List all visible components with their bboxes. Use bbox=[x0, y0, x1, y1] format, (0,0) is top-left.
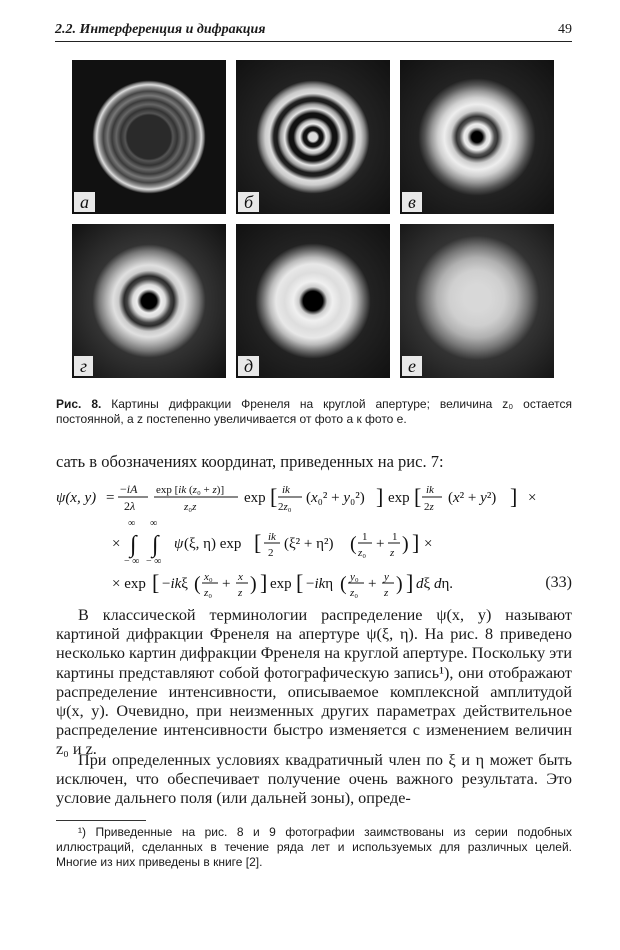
svg-text:y₀: y₀ bbox=[350, 571, 359, 583]
svg-text:(x² + y²): (x² + y²) bbox=[448, 490, 497, 506]
svg-text:1: 1 bbox=[392, 531, 398, 543]
svg-text:z₀: z₀ bbox=[350, 587, 359, 599]
caption-text: Картины дифракции Френеля на круглой апертуре; величина z₀ остается постоянной, а z постепенно увеличивается от фото а к фото е. bbox=[56, 397, 572, 426]
running-header bbox=[55, 22, 572, 42]
svg-text:2z: 2z bbox=[424, 501, 434, 513]
svg-text:(x₀² + y₀²): (x₀² + y₀²) bbox=[306, 490, 365, 506]
svg-text:(: ( bbox=[340, 573, 347, 595]
svg-text:[: [ bbox=[254, 530, 262, 555]
svg-text:x₀: x₀ bbox=[204, 571, 213, 583]
panel-label: в bbox=[402, 192, 422, 212]
svg-text:− ∞: − ∞ bbox=[124, 556, 140, 567]
svg-text:z: z bbox=[390, 547, 395, 559]
svg-text:ψ(x, y): ψ(x, y) bbox=[56, 490, 97, 506]
photo-b bbox=[236, 60, 390, 214]
svg-text:− ∞: − ∞ bbox=[146, 556, 162, 567]
svg-text:y: y bbox=[384, 571, 389, 583]
svg-text:]: ] bbox=[412, 530, 420, 555]
svg-text:+: + bbox=[368, 576, 377, 592]
svg-text:∫: ∫ bbox=[130, 532, 137, 558]
paragraph-2: При определенных условиях квадратичный член по ξ и η может быть исключен, что обеспечивает получение очень важного результата. Это условие дальнего поля (или дальней зоны), опреде- bbox=[56, 751, 572, 808]
svg-text:exp: exp bbox=[270, 576, 292, 592]
svg-text:−ikξ: −ikξ bbox=[162, 576, 188, 592]
panel-label: а bbox=[74, 192, 95, 212]
svg-text:[: [ bbox=[414, 484, 422, 509]
svg-text:=: = bbox=[106, 490, 115, 506]
svg-text:ik: ik bbox=[282, 484, 290, 496]
svg-text:z₀z: z₀z bbox=[184, 501, 197, 513]
svg-text:∞: ∞ bbox=[128, 518, 136, 529]
svg-text:(: ( bbox=[350, 533, 357, 555]
equation-33 bbox=[56, 470, 572, 600]
photo-d bbox=[72, 224, 226, 378]
svg-text:]: ] bbox=[510, 484, 518, 509]
svg-text:ψ: ψ bbox=[174, 536, 184, 552]
section-title: 2.2. Интерференция и дифракция bbox=[55, 22, 266, 37]
svg-text:×: × bbox=[112, 536, 121, 552]
footnote: ¹) Приведенные на рис. 8 и 9 фотографии заимствованы из серии подобных иллюстраций, сделанных в течение ряда лет и используемых для различных целей. Многие из них приведены в книге [2]. bbox=[56, 825, 572, 869]
panel-label: д bbox=[238, 356, 259, 376]
figure-caption bbox=[56, 397, 572, 427]
svg-text:[: [ bbox=[296, 570, 304, 595]
svg-text:]: ] bbox=[260, 570, 268, 595]
svg-text:]: ] bbox=[406, 570, 414, 595]
svg-text:): ) bbox=[250, 573, 257, 595]
equation-number: (33) bbox=[545, 574, 572, 591]
paragraph-1: В классической терминологии распределение ψ(x, y) называют картиной дифракции Френеля на апертуре ψ(ξ, η). На рис. 8 приведено несколько картин дифракции Френеля на круглой апертуре. Поскольку эти картины представляют собой фотографическую запись¹), они отображают распределение интенсивности, описываемое комплексной амплитудой ψ(x, y). Очевидно, при неизменных других параметрах действительное распределение интенсивности быстро изменяется с изменением величин z₀ и z. bbox=[56, 606, 572, 759]
svg-text:−iA: −iA bbox=[120, 482, 138, 496]
svg-text:2z₀: 2z₀ bbox=[278, 501, 292, 513]
photo-f bbox=[400, 224, 554, 378]
header-rule bbox=[55, 41, 572, 42]
svg-text:−ikη: −ikη bbox=[306, 576, 334, 592]
svg-text:+: + bbox=[222, 576, 231, 592]
svg-text:ik: ik bbox=[426, 484, 434, 496]
svg-text:dξ dη.: dξ dη. bbox=[416, 576, 454, 592]
photo-e bbox=[236, 224, 390, 378]
svg-text:z₀: z₀ bbox=[358, 547, 367, 559]
svg-text:×: × bbox=[424, 536, 433, 552]
svg-text:× exp: × exp bbox=[112, 576, 146, 592]
svg-text:+: + bbox=[376, 536, 385, 552]
svg-text:z: z bbox=[238, 587, 243, 599]
panel-label: е bbox=[402, 356, 422, 376]
svg-text:(ξ, η) exp: (ξ, η) exp bbox=[184, 536, 242, 552]
intro-line: сать в обозначениях координат, приведенных на рис. 7: bbox=[56, 452, 444, 471]
caption-label: Рис. 8. bbox=[56, 397, 102, 411]
svg-text:(ξ² + η²): (ξ² + η²) bbox=[284, 536, 334, 552]
svg-text:[: [ bbox=[152, 570, 160, 595]
svg-text:x: x bbox=[238, 571, 243, 583]
page-number: 49 bbox=[558, 22, 572, 37]
photo-a bbox=[72, 60, 226, 214]
svg-text:2λ: 2λ bbox=[124, 499, 136, 513]
svg-text:): ) bbox=[402, 533, 409, 555]
svg-text:): ) bbox=[396, 573, 403, 595]
svg-text:2: 2 bbox=[268, 547, 274, 559]
svg-text:[: [ bbox=[270, 484, 278, 509]
svg-text:exp: exp bbox=[388, 490, 410, 506]
svg-text:exp: exp bbox=[244, 490, 266, 506]
panel-label: б bbox=[238, 192, 259, 212]
svg-text:∞: ∞ bbox=[150, 518, 158, 529]
svg-text:ik: ik bbox=[268, 531, 276, 543]
svg-text:z₀: z₀ bbox=[204, 587, 213, 599]
photo-c bbox=[400, 60, 554, 214]
svg-text:×: × bbox=[528, 490, 537, 506]
svg-text:1: 1 bbox=[362, 531, 368, 543]
svg-text:∫: ∫ bbox=[152, 532, 159, 558]
svg-text:exp [ik (z₀ + z)]: exp [ik (z₀ + z)] bbox=[156, 484, 225, 496]
svg-text:z: z bbox=[384, 587, 389, 599]
svg-text:]: ] bbox=[376, 484, 384, 509]
panel-label: г bbox=[74, 356, 93, 376]
svg-text:(: ( bbox=[194, 573, 201, 595]
footnote-rule bbox=[56, 820, 146, 821]
